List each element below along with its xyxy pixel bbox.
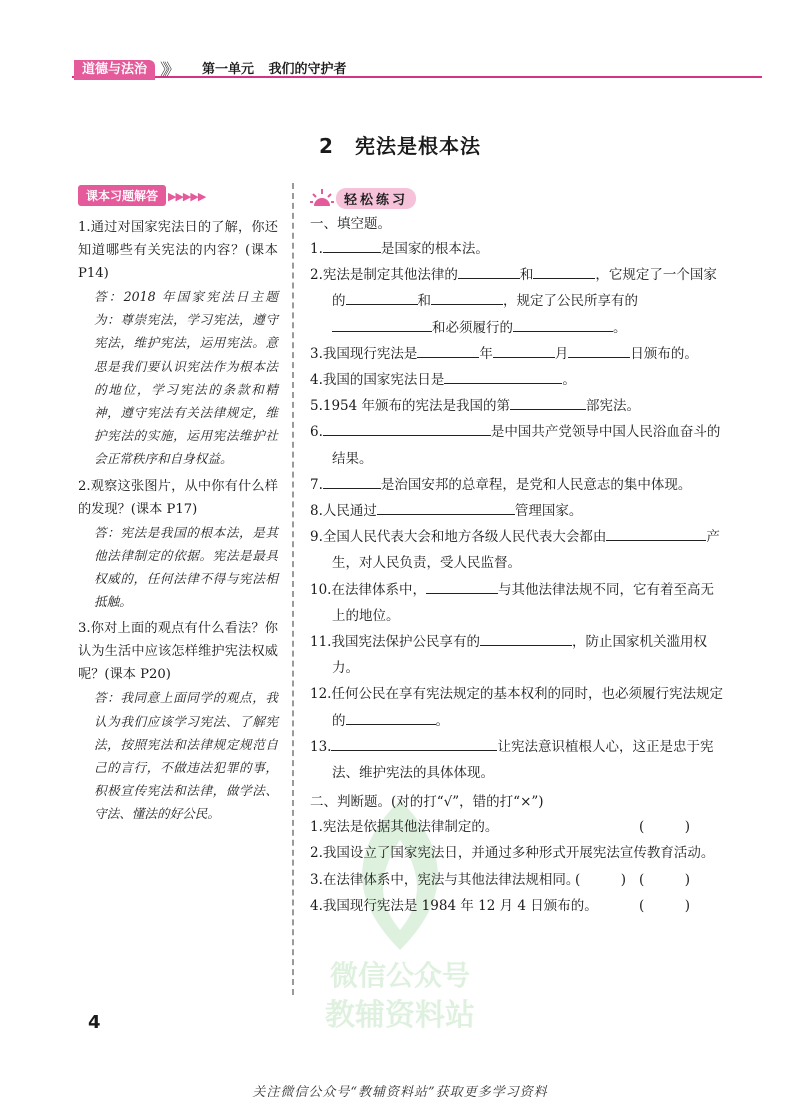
- textbook-answers-label: 课本习题解答: [78, 185, 166, 206]
- answer-paren[interactable]: ( ): [639, 871, 691, 888]
- fill-item-5: 5.1954 年颁布的宪法是我国的第 部宪法。: [310, 393, 725, 419]
- fill-item-12: 12.任何公民在享有宪法规定的基本权利的同时，也必须履行宪法规定的 。: [310, 686, 723, 729]
- header-chevrons: 》》: [160, 60, 177, 79]
- answer-blank[interactable]: [513, 317, 613, 332]
- lesson-title: 2 宪法是根本法: [319, 134, 481, 158]
- fill-item-8: 8.人民通过 管理国家。: [310, 498, 725, 524]
- answer-blank[interactable]: [568, 343, 630, 358]
- answer-paren[interactable]: ( ): [639, 897, 691, 914]
- answer-blank[interactable]: [480, 631, 572, 646]
- fill-item-3: 3.我国现行宪法是 年 月 日颁布的。: [310, 341, 725, 367]
- fill-item-2: 2.宪法是制定其他法律的 和 ，它规定了一个国家的 和 ，规定了公民所享有的和必须履行的 。: [310, 262, 725, 341]
- svg-text:微信公众号: 微信公众号: [329, 959, 471, 992]
- question-1: 1.通过对国家宪法日的了解，你还知道哪些有关宪法的内容？(课本 P14): [78, 220, 278, 281]
- section-fill-blank: 一、填空题。: [310, 216, 391, 232]
- fill-item-10: 10.在法律体系中， 与其他法律法规不同，它有着至高无上的地位。: [310, 577, 725, 629]
- answer-1: 答：2018 年国家宪法日主题为：尊崇宪法，学习宪法，遵守宪法，维护宪法，运用宪法。意思是我们要认识宪法作为根本法的地位，学习宪法的条款和精神，遵守宪法有关法律规定，维护宪法的实施，运用宪法维护社会正常秩序和自身权益。: [94, 289, 278, 467]
- answer-blank[interactable]: [606, 526, 706, 541]
- fill-item-4: 4.我国的国家宪法日是 。: [310, 367, 725, 393]
- question-3: 3.你对上面的观点有什么看法？你认为生活中应该怎样维护宪法权威呢？(课本 P20): [78, 621, 278, 683]
- footer-note: 关注微信公众号“教辅资料站”获取更多学习资料: [252, 1085, 548, 1100]
- answer-paren[interactable]: ( ): [639, 819, 691, 836]
- answer-blank[interactable]: [510, 395, 586, 410]
- sun-icon: [310, 188, 334, 208]
- fill-item-11: 11.我国宪法保护公民享有的 ，防止国家机关滥用权力。: [310, 629, 725, 681]
- answer-blank[interactable]: [458, 264, 520, 279]
- judge-item-2: 2.我国设立了国家宪法日，并通过多种形式开展宪法宣传教育活动。 ( ): [310, 840, 725, 866]
- answer-paren[interactable]: ( ): [575, 871, 627, 888]
- answer-blank[interactable]: [346, 290, 418, 305]
- fill-item-7: 7. 是治国安邦的总章程，是党和人民意志的集中体现。: [310, 472, 725, 498]
- unit-heading: [202, 58, 357, 77]
- answer-blank[interactable]: [331, 736, 497, 751]
- answer-blank[interactable]: [493, 343, 555, 358]
- answer-blank[interactable]: [346, 710, 436, 725]
- answer-blank[interactable]: [332, 317, 432, 332]
- easy-practice-badge: [310, 186, 725, 210]
- column-divider: [292, 183, 294, 995]
- answer-blank[interactable]: [417, 343, 479, 358]
- answer-blank[interactable]: [533, 264, 595, 279]
- unit-number: 第一单元: [202, 62, 255, 77]
- exercise-column: [310, 186, 725, 919]
- answer-2: 答：宪法是我国的根本法，是其他法律制定的依据。宪法是最具权威的，任何法律不得与宪法相抵触。: [94, 524, 278, 610]
- answer-blank[interactable]: [431, 290, 503, 305]
- fill-item-13: 13. 让宪法意识植根人心，这正是忠于宪法、维护宪法的具体体现。: [310, 734, 725, 786]
- judge-item-3: ( ) 3.在法律体系中，宪法与其他法律法规相同。: [310, 867, 725, 893]
- answer-blank[interactable]: [444, 369, 562, 384]
- section-true-false: 二、判断题。(对的打“√”，错的打“×”): [310, 794, 544, 811]
- fill-item-9: 9.全国人民代表大会和地方各级人民代表大会都由 产生，对人民负责，受人民监督。: [310, 524, 725, 576]
- answer-blank[interactable]: [377, 500, 515, 515]
- arrow-icon: ▶▶▶▶▶: [168, 190, 206, 203]
- answer-3: 答：我同意上面同学的观点，我认为我们应该学习宪法、了解宪法，按照宪法和法律规定规范自己的言行，不做违法犯罪的事，积极宣传宪法和法律，做学法、守法、懂法的好公民。: [94, 690, 278, 822]
- judge-item-4: ( ) 4.我国现行宪法是 1984 年 12 月 4 日颁布的。: [310, 893, 725, 919]
- fill-item-1: 1. 是国家的根本法。: [310, 236, 725, 262]
- svg-text:教辅资料站: 教辅资料站: [325, 998, 475, 1033]
- textbook-answers-column: [78, 185, 278, 826]
- page-number: 4: [88, 1012, 101, 1033]
- question-2: 2.观察这张图片，从中你有什么样的发现？(课本 P17): [78, 478, 278, 517]
- easy-practice-label: 轻松练习: [336, 188, 416, 209]
- unit-title: 我们的守护者: [268, 62, 347, 77]
- answer-blank[interactable]: [323, 421, 491, 436]
- textbook-answers-header: [78, 185, 278, 206]
- answer-blank[interactable]: [323, 474, 381, 489]
- subject-tab: 道德与法治: [74, 60, 155, 80]
- answer-blank[interactable]: [323, 238, 381, 253]
- judge-item-1: ( ) 1.宪法是依据其他法律制定的。: [310, 814, 725, 840]
- answer-blank[interactable]: [426, 579, 498, 594]
- fill-item-6: 6. 是中国共产党领导中国人民浴血奋斗的结果。: [310, 419, 725, 471]
